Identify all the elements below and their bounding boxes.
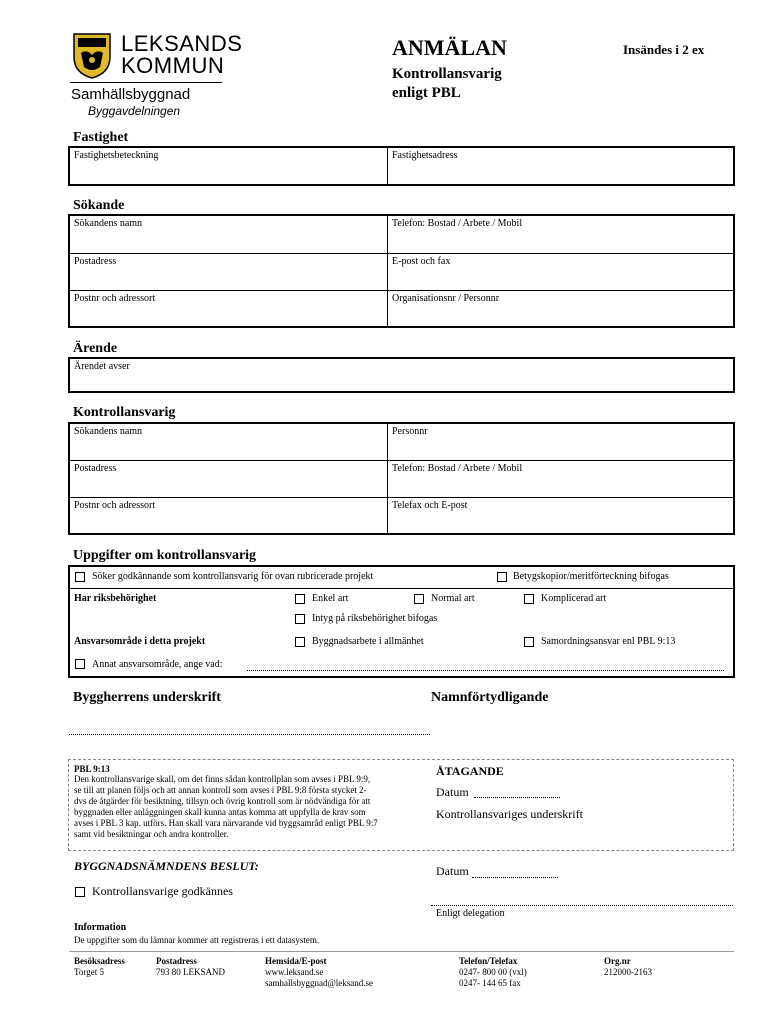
arende-avser-field[interactable]: Ärendet avser [74,361,130,372]
atagande-underskrift-label: Kontrollansvariges underskrift [436,807,583,821]
footer-website-link[interactable]: www.leksand.se [265,967,324,977]
kontroll-personnr-field[interactable]: Personnr [392,426,428,437]
fastighetsadress-field[interactable]: Fastighetsadress [392,150,458,161]
sokande-orgnr-field[interactable]: Organisationsnr / Personnr [392,293,500,304]
namnfortydligande-title: Namnförtydligande [431,690,549,705]
beslut-datum-line[interactable] [472,877,558,878]
annat-input-line[interactable] [247,670,724,671]
beslut-datum-label: Datum [436,864,469,878]
form-subtitle-2: enligt PBL [392,85,461,101]
footer-besok: Torget 5 [74,967,104,977]
normal-label: Normal art [431,593,475,604]
kontroll-telefon-field[interactable]: Telefon: Bostad / Arbete / Mobil [392,463,523,474]
footer-fax: 0247- 144 65 fax [459,978,521,988]
delegation-signature-line[interactable] [431,905,733,906]
delegation-label: Enligt delegation [436,908,505,919]
sokande-namn-field[interactable]: Sökandens namn [74,218,143,229]
godkannes-label: Kontrollansvarige godkännes [92,884,233,898]
samordning-checkbox[interactable] [524,637,534,647]
form-subtitle-1: Kontrollansvarig [392,66,502,82]
pbl-line: dvs de åtgärder för besiktning, tillsyn och övrig kontroll som är nödvändiga för att [74,796,371,806]
beslut-title: BYGGNADSNÄMNDENS BESLUT: [74,859,259,873]
footer-email-link[interactable]: samhallsbyggnad@leksand.se [265,978,374,988]
pbl-line: byggnaden eller anläggningen skall kunna antas komma att uppfylla de krav som [74,807,366,817]
bygg-checkbox[interactable] [295,637,305,647]
arende-box [68,357,735,393]
section-arende-title: Ärende [73,341,118,356]
kontroll-box [68,422,735,535]
sokande-postnr-field[interactable]: Postnr och adressort [74,293,156,304]
pbl-line: avses i PBL 3 kap. utförs. Han skall vara närvarande vid byggsamråd enligt PBL 9:7 [74,818,378,828]
footer-divider [69,951,734,952]
kontroll-namn-field[interactable]: Sökandens namn [74,426,143,437]
copies-note: Insändes i 2 ex [623,42,705,57]
fastighetsbeteckning-field[interactable]: Fastighetsbeteckning [74,150,159,161]
footer-web-header: Hemsida/E-post [265,956,327,966]
footer-tel: 0247- 800 00 (vxl) [459,967,527,977]
godkannes-checkbox[interactable] [75,887,85,897]
information-text: De uppgifter som du lämnar kommer att registreras i ett datasystem. [74,935,320,945]
pbl-title: PBL 9:13 [74,764,110,774]
betyg-label: Betygskopior/meritförteckning bifogas [513,571,669,582]
intyg-label: Intyg på riksbehörighet bifogas [312,613,438,624]
logo-line1: LEKSANDS [121,31,243,56]
section-kontroll-title: Kontrollansvarig [73,405,176,420]
samordning-label: Samordningsansvar enl PBL 9:13 [541,636,676,647]
komplicerad-label: Komplicerad art [541,593,607,604]
sokande-box [68,214,735,328]
sokande-epost-field[interactable]: E-post och fax [392,256,451,267]
komplicerad-checkbox[interactable] [524,594,534,604]
uppgifter-divider [69,588,734,589]
bygg-label: Byggnadsarbete i allmänhet [312,636,424,647]
annat-label: Annat ansvarsområde, ange vad: [92,659,223,670]
logo-divider [70,82,222,83]
kontroll-telefax-field[interactable]: Telefax och E-post [392,500,468,511]
information-title: Information [74,922,127,933]
pbl-text [74,774,429,840]
atagande-datum-line[interactable] [474,797,560,798]
coat-of-arms-icon [73,33,111,79]
pbl-line: Den kontrollansvarige skall, om det finns sådan kontrollplan som avses i PBL 9:9, [74,774,371,784]
fastighet-box [68,146,735,186]
footer-besok-header: Besöksadress [74,956,125,966]
enkel-label: Enkel art [312,593,349,604]
atagande-title: ÅTAGANDE [436,764,504,778]
behorighet-label: Har riksbehörighet [74,593,157,604]
form-title: ANMÄLAN [392,35,507,60]
pbl-line: samt vid besiktningar och andra kontroller. [74,829,229,839]
footer-tel-header: Telefon/Telefax [459,956,518,966]
intyg-checkbox[interactable] [295,614,305,624]
normal-checkbox[interactable] [414,594,424,604]
byggherre-signature-title: Byggherrens underskrift [73,690,221,705]
ansvar-label: Ansvarsområde i detta projekt [74,636,206,647]
byggherre-signature-line[interactable] [69,734,430,735]
enkel-checkbox[interactable] [295,594,305,604]
pbl-line: se till att planen följs och att annan kontroll som avses i PBL 9:8 första stycket 2- [74,785,367,795]
sokande-telefon-field[interactable]: Telefon: Bostad / Arbete / Mobil [392,218,523,229]
soker-label: Söker godkännande som kontrollansvarig för ovan rubricerade projekt [92,571,374,582]
footer-post-header: Postadress [156,956,197,966]
betyg-checkbox[interactable] [497,572,507,582]
section-fastighet-title: Fastighet [73,130,129,145]
footer-org-header: Org.nr [604,956,631,966]
kontroll-postadress-field[interactable]: Postadress [74,463,117,474]
section-uppgifter-title: Uppgifter om kontrollansvarig [73,548,257,563]
sokande-postadress-field[interactable]: Postadress [74,256,117,267]
footer-org: 212000-2163 [604,967,652,977]
section-sokande-title: Sökande [73,198,125,213]
logo-subdept: Byggavdelningen [88,104,181,118]
logo-line2: KOMMUN [121,53,225,78]
atagande-datum-label: Datum [436,785,469,799]
footer-post: 793 80 LEKSAND [156,967,225,977]
logo-dept: Samhällsbyggnad [71,86,191,103]
annat-checkbox[interactable] [75,659,85,669]
soker-checkbox[interactable] [75,572,85,582]
kontroll-postnr-field[interactable]: Postnr och adressort [74,500,156,511]
